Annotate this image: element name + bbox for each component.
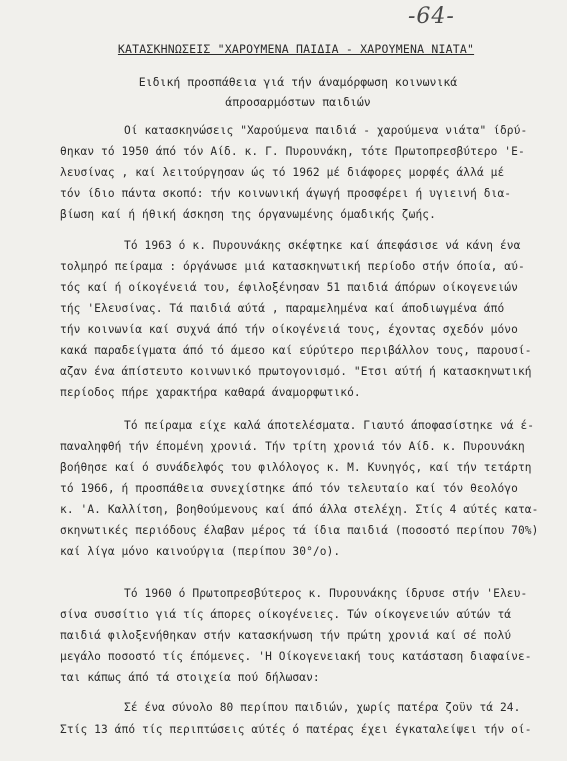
body-line: τής 'Ελευσίνας. Τά παιδιά αύτά , παραμελημένα καί άποδιωγμένα άπό — [60, 302, 505, 315]
body-line: τός καί ή οίκογένειά του, έφιλοξένησαν 51 παιδιά άπόρων οίκογενειών — [60, 281, 518, 294]
body-line: μεγάλο ποσοστό τίς έπόμενες. 'Η Οίκογενειακή τους κατάσταση διαφαίνε- — [60, 650, 532, 663]
body-line: καί λίγα μόνο καινούργια (περίπου 30°/ο). — [60, 545, 341, 558]
document-subtitle — [108, 72, 488, 112]
body-line: Τό 1963 ό κ. Πυρουνάκης σκέφτηκε καί άπεφάσισε νά κάνη ένα — [124, 239, 521, 252]
body-line: Τό πείραμα είχε καλά άποτελέσματα. Γιαυτό άποφασίστηκε νά έ- — [124, 419, 535, 432]
body-line: τήν κοινωνία καί συχνά άπό τήν οίκογένειά τους, έχοντας σχεδόν μόνο — [60, 323, 518, 336]
body-line: ται κάπως άπό τά στοιχεία πού δήλωσαν: — [60, 671, 320, 684]
body-line: Σέ ένα σύνολο 80 περίπου παιδιών, χωρίς πατέρα ζοϋν τά 24. — [124, 701, 521, 714]
page-number: -64- — [408, 4, 455, 29]
body-line: αζαν ένα άπίστευτο κοινωνικό πρωτογονισμό. "Ετσι αύτή ή κατασκηνωτική — [60, 365, 532, 378]
body-line: βοήθησε καί ό συνάδελφός του φιλόλογος κ. Μ. Κυνηγός, καί τήν τετάρτη — [60, 461, 532, 474]
body-line: παιδιά φιλοξενήθηκαν στήν κατασκήνωση τήν πρώτη χρονιά καί σέ πολύ — [60, 629, 512, 642]
body-line: Τό 1960 ό Πρωτοπρεσβύτερος κ. Πυρουνάκης ίδρυσε στήν 'Ελευ- — [124, 587, 528, 600]
document-title: ΚΑΤΑΣΚΗΝΩΣΕΙΣ "ΧΑΡΟΥΜΕΝΑ ΠΑΙΔΙΑ - ΧΑΡΟΥΜΕΝΑ ΝΙΑΤΑ" — [117, 42, 475, 56]
body-line: θηκαν τό 1950 άπό τόν Αίδ. κ. Γ. Πυρουνάκη, τότε Πρωτοπρεσβύτερο 'Ε- — [60, 145, 525, 158]
body-line: τόν ίδιο πάντα σκοπό: τήν κοινωνική άγωγή προσφέρει ή υγιεινή δια- — [60, 187, 512, 200]
body-line: παναληφθή τήν έπομένη χρονιά. Τήν τρίτη χρονιά τόν Αίδ. κ. Πυρουνάκη — [60, 440, 525, 453]
subtitle-line: άπροσαρμόστων παιδιών — [225, 95, 371, 109]
body-line: σκηνωτικές περιόδους έλαβαν μέρος τά ίδια παιδιά (ποσοστό περίπου 70%) — [60, 524, 539, 537]
body-line: κ. 'Α. Καλλίτση, βοηθούμενους καί άπό άλλα στελέχη. Στίς 4 αύτές κατα- — [60, 503, 539, 516]
body-line: λευσίνας , καί λειτούργησαν ώς τό 1962 μέ διάφορες μορφές άλλά μέ — [60, 166, 505, 179]
body-line: περίοδος πήρε χαρακτήρα καθαρά άναμορφωτικό. — [60, 386, 361, 399]
body-line: κακά παραδείγματα άπό τό άμεσο καί εύρύτερο περιβάλλον τους, παρουσί- — [60, 344, 532, 357]
subtitle-line: Ειδική προσπάθεια γιά τήν άναμόρφωση κοινωνικά — [138, 75, 458, 89]
body-line: Στίς 13 άπό τίς περιπτώσεις αύτές ό πατέρας έχει έγκαταλείψει τήν οί- — [60, 723, 532, 736]
body-line: Οί κατασκηνώσεις "Χαρούμενα παιδιά - χαρούμενα νιάτα" ίδρύ- — [124, 124, 528, 137]
body-line: βίωση καί ή ήθική άσκηση της όργανωμένης όμαδικής ζωής. — [60, 208, 436, 221]
body-line: σίνα συσσίτιο γιά τίς άπορες οίκογένειες. Τών οίκογενειών αύτών τά — [60, 608, 512, 621]
body-line: τολμηρό πείραμα : όργάνωσε μιά κατασκηνωτική περίοδο στήν όποία, αύ- — [60, 260, 525, 273]
body-line: τό 1966, ή προσπάθεια συνεχίστηκε άπό τόν τελευταίο καί τόν θεολόγο — [60, 482, 518, 495]
